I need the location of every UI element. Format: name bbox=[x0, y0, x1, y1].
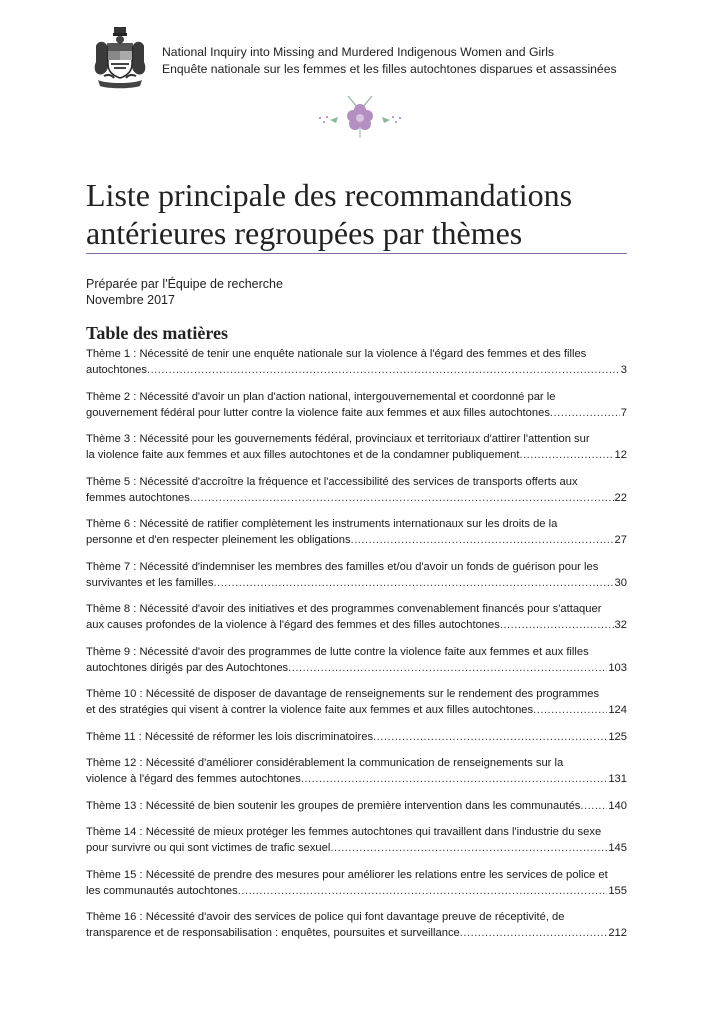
toc-entry-text-line1: Thème 2 : Nécessité d'avoir un plan d'action national, intergouvernemental et coordonné par le bbox=[86, 390, 556, 403]
toc-entry[interactable] bbox=[86, 644, 627, 676]
title-divider bbox=[86, 253, 627, 254]
toc-page-number: 131 bbox=[608, 773, 627, 785]
toc-entry[interactable] bbox=[86, 686, 627, 718]
toc-entry-line2 bbox=[86, 660, 627, 676]
toc-entry-text-line1: Thème 10 : Nécessité de disposer de davantage de renseignements sur le rendement des programmes bbox=[86, 688, 600, 700]
toc-entry[interactable] bbox=[86, 389, 627, 421]
toc-entry-text-line1: Thème 15 : Nécessité de prendre des mesures pour améliorer les relations entre les services de police et bbox=[86, 868, 608, 881]
toc-page-number: 155 bbox=[608, 884, 627, 897]
toc-entry-text-line1: Thème 9 : Nécessité d'avoir des programmes de lutte contre la violence faite aux femmes et aux filles bbox=[86, 645, 589, 658]
toc-entry-text-line1: Thème 12 : Nécessité d'améliorer considérablement la communication de renseignements sur la bbox=[86, 757, 564, 769]
organization-name-en: National Inquiry into Missing and Murdered Indigenous Women and Girls bbox=[162, 45, 555, 59]
toc-dot-leader bbox=[580, 798, 607, 814]
toc-entry-line2 bbox=[86, 798, 627, 814]
toc-entry-line2 bbox=[86, 883, 627, 899]
toc-page-number: 103 bbox=[608, 661, 627, 674]
toc-entry[interactable] bbox=[86, 824, 627, 856]
toc-dot-leader bbox=[500, 617, 614, 633]
page-header bbox=[92, 24, 652, 96]
toc-entry-text-line2: la violence faite aux femmes et aux filles autochtones et de la condamner publiquement bbox=[86, 449, 520, 461]
toc-dot-leader bbox=[373, 729, 607, 745]
toc-entry-line2 bbox=[86, 490, 627, 506]
toc-entry-text-line2: survivantes et les familles bbox=[86, 576, 214, 589]
toc-page-number: 124 bbox=[608, 704, 627, 716]
toc-entry[interactable] bbox=[86, 755, 627, 787]
toc-entry-text-line2: Thème 13 : Nécessité de bien soutenir les groupes de première intervention dans les communautés bbox=[86, 799, 581, 812]
toc-entry-line2 bbox=[86, 771, 627, 787]
toc-entry-text-line1: Thème 6 : Nécessité de ratifier complètement les instruments internationaux sur les droits de la bbox=[86, 518, 558, 530]
toc-entry-text-line2: transparence et de responsabilisation : enquêtes, poursuites et surveillance bbox=[86, 927, 460, 939]
toc-page-number: 27 bbox=[614, 534, 627, 546]
toc-entry[interactable] bbox=[86, 798, 627, 814]
toc-entry-line2 bbox=[86, 405, 627, 421]
toc-entry-text-line2: femmes autochtones bbox=[86, 491, 190, 504]
toc-entry[interactable] bbox=[86, 431, 627, 463]
toc-entry[interactable] bbox=[86, 346, 627, 378]
toc-page-number: 30 bbox=[614, 576, 627, 589]
toc-entry-line2 bbox=[86, 447, 627, 463]
toc-entry[interactable] bbox=[86, 729, 627, 745]
organization-name bbox=[162, 44, 617, 78]
toc-entry-text-line2: et des stratégies qui visent à contrer la violence faite aux femmes et aux filles autochtones bbox=[86, 704, 534, 716]
table-of-contents bbox=[86, 346, 627, 952]
toc-page-number: 125 bbox=[608, 730, 627, 743]
toc-entry-text-line2: violence à l'égard des femmes autochtones bbox=[86, 773, 301, 785]
toc-page-number: 3 bbox=[620, 364, 627, 376]
toc-entry-text-line1: Thème 16 : Nécessité d'avoir des services de police qui font davantage preuve de réceptivité, de bbox=[86, 911, 565, 923]
toc-entry-text-line1: Thème 8 : Nécessité d'avoir des initiatives et des programmes convenablement financés pour s'attaquer bbox=[86, 603, 602, 615]
prepared-by: Préparée par l'Équipe de recherche bbox=[86, 277, 283, 291]
toc-entry[interactable] bbox=[86, 474, 627, 506]
flower-emblem-icon bbox=[310, 94, 410, 140]
toc-entry-line2 bbox=[86, 362, 627, 378]
toc-entry[interactable] bbox=[86, 909, 627, 941]
toc-dot-leader bbox=[190, 490, 614, 506]
toc-dot-leader bbox=[238, 883, 608, 899]
toc-dot-leader bbox=[533, 702, 607, 718]
toc-dot-leader bbox=[550, 405, 620, 421]
toc-entry-line2 bbox=[86, 702, 627, 718]
toc-dot-leader bbox=[288, 660, 607, 676]
toc-page-number: 22 bbox=[614, 491, 627, 504]
toc-entry-text-line2: aux causes profondes de la violence à l'égard des femmes et des filles autochtones bbox=[86, 619, 500, 631]
document-date: Novembre 2017 bbox=[86, 293, 175, 307]
toc-entry-text-line1: Thème 5 : Nécessité d'accroître la fréquence et l'accessibilité des services de transports offerts aux bbox=[86, 475, 578, 488]
toc-entry-line2 bbox=[86, 575, 627, 591]
toc-heading: Table des matières bbox=[86, 323, 228, 343]
preparation-info bbox=[86, 276, 283, 308]
toc-page-number: 32 bbox=[614, 619, 627, 631]
toc-page-number: 7 bbox=[620, 406, 627, 419]
toc-entry-text-line1: Thème 14 : Nécessité de mieux protéger les femmes autochtones qui travaillent dans l'industrie du sexe bbox=[86, 826, 602, 838]
toc-entry-text-line2: personne et d'en respecter pleinement les obligations bbox=[86, 534, 351, 546]
toc-entry-text-line2: gouvernement fédéral pour lutter contre la violence faite aux femmes et aux filles autochtones bbox=[86, 406, 550, 419]
toc-entry-text-line2: autochtones dirigés par des Autochtones bbox=[86, 661, 289, 674]
toc-dot-leader bbox=[213, 575, 613, 591]
toc-entry-line2 bbox=[86, 729, 627, 745]
toc-dot-leader bbox=[330, 840, 607, 856]
toc-entry-text-line2: Thème 11 : Nécessité de réformer les lois discriminatoires bbox=[86, 730, 374, 743]
toc-dot-leader bbox=[460, 925, 608, 941]
toc-entry-text-line1: Thème 3 : Nécessité pour les gouvernements fédéral, provinciaux et territoriaux d'attirer l'attention sur bbox=[86, 433, 590, 445]
toc-entry-text-line2: autochtones bbox=[86, 364, 147, 376]
toc-dot-leader bbox=[147, 362, 620, 378]
toc-page-number: 212 bbox=[608, 927, 627, 939]
toc-entry-line2 bbox=[86, 925, 627, 941]
toc-page-number: 140 bbox=[608, 799, 627, 812]
toc-page-number: 12 bbox=[614, 449, 627, 461]
toc-entry-text-line2: pour survivre ou qui sont victimes de trafic sexuel bbox=[86, 842, 331, 854]
toc-entry[interactable] bbox=[86, 516, 627, 548]
toc-entry-text-line1: Thème 1 : Nécessité de tenir une enquête nationale sur la violence à l'égard des femmes et des filles bbox=[86, 348, 587, 360]
organization-name-fr: Enquête nationale sur les femmes et les filles autochtones disparues et assassinées bbox=[162, 62, 617, 76]
toc-entry[interactable] bbox=[86, 867, 627, 899]
toc-dot-leader bbox=[301, 771, 608, 787]
toc-entry-line2 bbox=[86, 840, 627, 856]
toc-dot-leader bbox=[519, 447, 613, 463]
document-title-line1: Liste principale des recommandations bbox=[86, 177, 573, 213]
toc-entry-text-line1: Thème 7 : Nécessité d'indemniser les membres des familles et/ou d'avoir un fonds de guérison pour les bbox=[86, 560, 599, 573]
document-title bbox=[86, 176, 626, 252]
toc-dot-leader bbox=[351, 532, 614, 548]
toc-entry-line2 bbox=[86, 532, 627, 548]
coat-of-arms-icon bbox=[92, 26, 148, 90]
toc-entry-text-line2: les communautés autochtones bbox=[86, 884, 238, 897]
toc-entry[interactable] bbox=[86, 559, 627, 591]
toc-page-number: 145 bbox=[608, 842, 627, 854]
toc-entry-line2 bbox=[86, 617, 627, 633]
document-title-line2: antérieures regroupées par thèmes bbox=[86, 215, 523, 251]
toc-entry[interactable] bbox=[86, 601, 627, 633]
